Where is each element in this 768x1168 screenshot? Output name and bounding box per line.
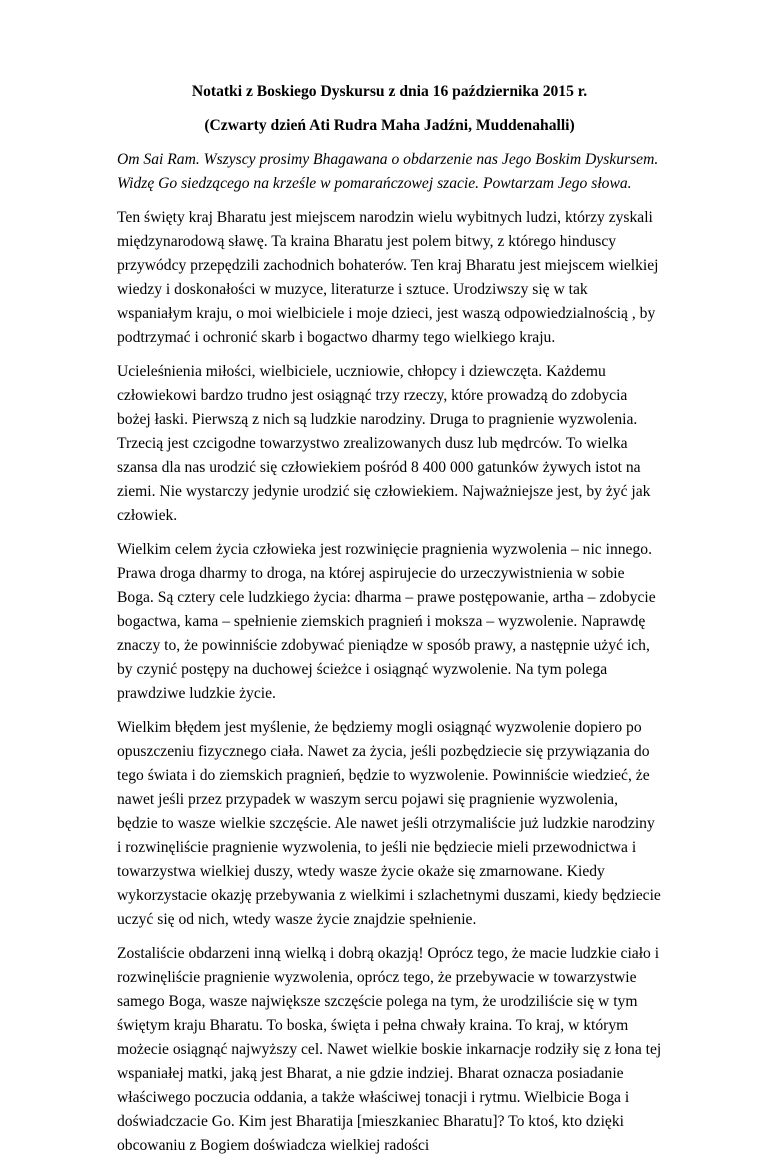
- document-subtitle: (Czwarty dzień Ati Rudra Maha Jadźni, Muddenahalli): [204, 117, 575, 134]
- paragraph-bharat-land: Ten święty kraj Bharatu jest miejscem narodzin wielu wybitnych ludzi, którzy zyskali międzynarodową sławę. Ta kraina Bharatu jest polem bitwy, z którego hinduscy przywódcy przepędzili zachodnich bohaterów. Ten kraj Bharatu jest miejscem wielkiej wiedzy i doskonałości w muzyce, literaturze i sztuce. Urodziwszy się w tak wspaniałym kraju, o moi wielbiciele i moje dzieci, jest waszą odpowiedzialnością , by podtrzymać i ochronić skarb i bogactwo dharmy tego wielkiego kraju.: [117, 209, 659, 346]
- paragraph-great-opportunity: Zostaliście obdarzeni inną wielką i dobrą okazją! Oprócz tego, że macie ludzkie ciało i rozwinęliście pragnienie wyzwolenia, oprócz tego, że przebywacie w towarzystwie samego Boga, wasze największe szczęście polega na tym, że urodziliście się w tym świętym kraju Bharatu. To boska, święta i pełna chwały kraina. To kraj, w którym możecie osiągnąć najwyższy cel. Nawet wielkie boskie inkarnacje rodziły się z łona tej wspaniałej matki, jaką jest Bharat, a nie gdzie indziej. Bharat oznacza posiadanie właściwego poczucia oddania, a także właściwej tonacji i rytmu. Wielbicie Boga i doświadczacie Go. Kim jest Bharatija [mieszkaniec Bharatu]? To ktoś, kto dzięki obcowaniu z Bogiem doświadcza wielkiej radości: [117, 945, 662, 1154]
- intro-paragraph: Om Sai Ram. Wszyscy prosimy Bhagawana o obdarzenie nas Jego Boskim Dyskursem. Widzę Go siedzącego na krześle w pomarańczowej szacie. Powtarzam Jego słowa.: [117, 151, 659, 192]
- document-body: [117, 80, 662, 1168]
- paragraph-three-things: Ucieleśnienia miłości, wielbiciele, uczniowie, chłopcy i dziewczęta. Każdemu człowiekowi bardzo trudno jest osiągnąć trzy rzeczy, które prowadzą do zdobycia bożej łaski. Pierwszą z nich są ludzkie narodziny. Druga to pragnienie wyzwolenia. Trzecią jest czcigodne towarzystwo zrealizowanych dusz lub mędrców. To wielka szansa dla nas urodzić się człowiekiem pośród 8 400 000 gatunków żywych istot na ziemi. Nie wystarczy jedynie urodzić się człowiekiem. Najważniejsze jest, by żyć jak człowiek.: [117, 363, 651, 524]
- paragraph-liberation-goal: Wielkim celem życia człowieka jest rozwinięcie pragnienia wyzwolenia – nic innego. Prawa droga dharmy to droga, na której aspirujecie do urzeczywistnienia w sobie Boga. Są cztery cele ludzkiego życia: dharma – prawe postępowanie, artha – zdobycie bogactwa, kama – spełnienie ziemskich pragnień i moksza – wyzwolenie. Naprawdę znaczy to, że powinniście zdobywać pieniądze w sposób prawy, a następnie użyć ich, by czynić postępy na duchowej ścieżce i osiągnąć wyzwolenie. Na tym polega prawdziwe ludzkie życie.: [117, 541, 656, 702]
- paragraph-liberation-in-life: Wielkim błędem jest myślenie, że będziemy mogli osiągnąć wyzwolenie dopiero po opuszczeniu fizycznego ciała. Nawet za życia, jeśli pozbędziecie się przywiązania do tego świata i do ziemskich pragnień, będzie to wyzwolenie. Powinniście wiedzieć, że nawet jeśli przez przypadek w waszym sercu pojawi się pragnienie wyzwolenia, będzie to wasze wielkie szczęście. Ale nawet jeśli otrzymaliście już ludzkie narodziny i rozwinęliście pragnienie wyzwolenia, to jeśli nie będziecie mieli przewodnictwa i towarzystwa wielkiej duszy, wtedy wasze życie okaże się zmarnowane. Kiedy wykorzystacie okazję przebywania z wielkimi i szlachetnymi duszami, kiedy będziecie uczyć się od nich, wtedy wasze życie znajdzie spełnienie.: [117, 719, 661, 928]
- document-title: Notatki z Boskiego Dyskursu z dnia 16 października 2015 r.: [191, 83, 588, 100]
